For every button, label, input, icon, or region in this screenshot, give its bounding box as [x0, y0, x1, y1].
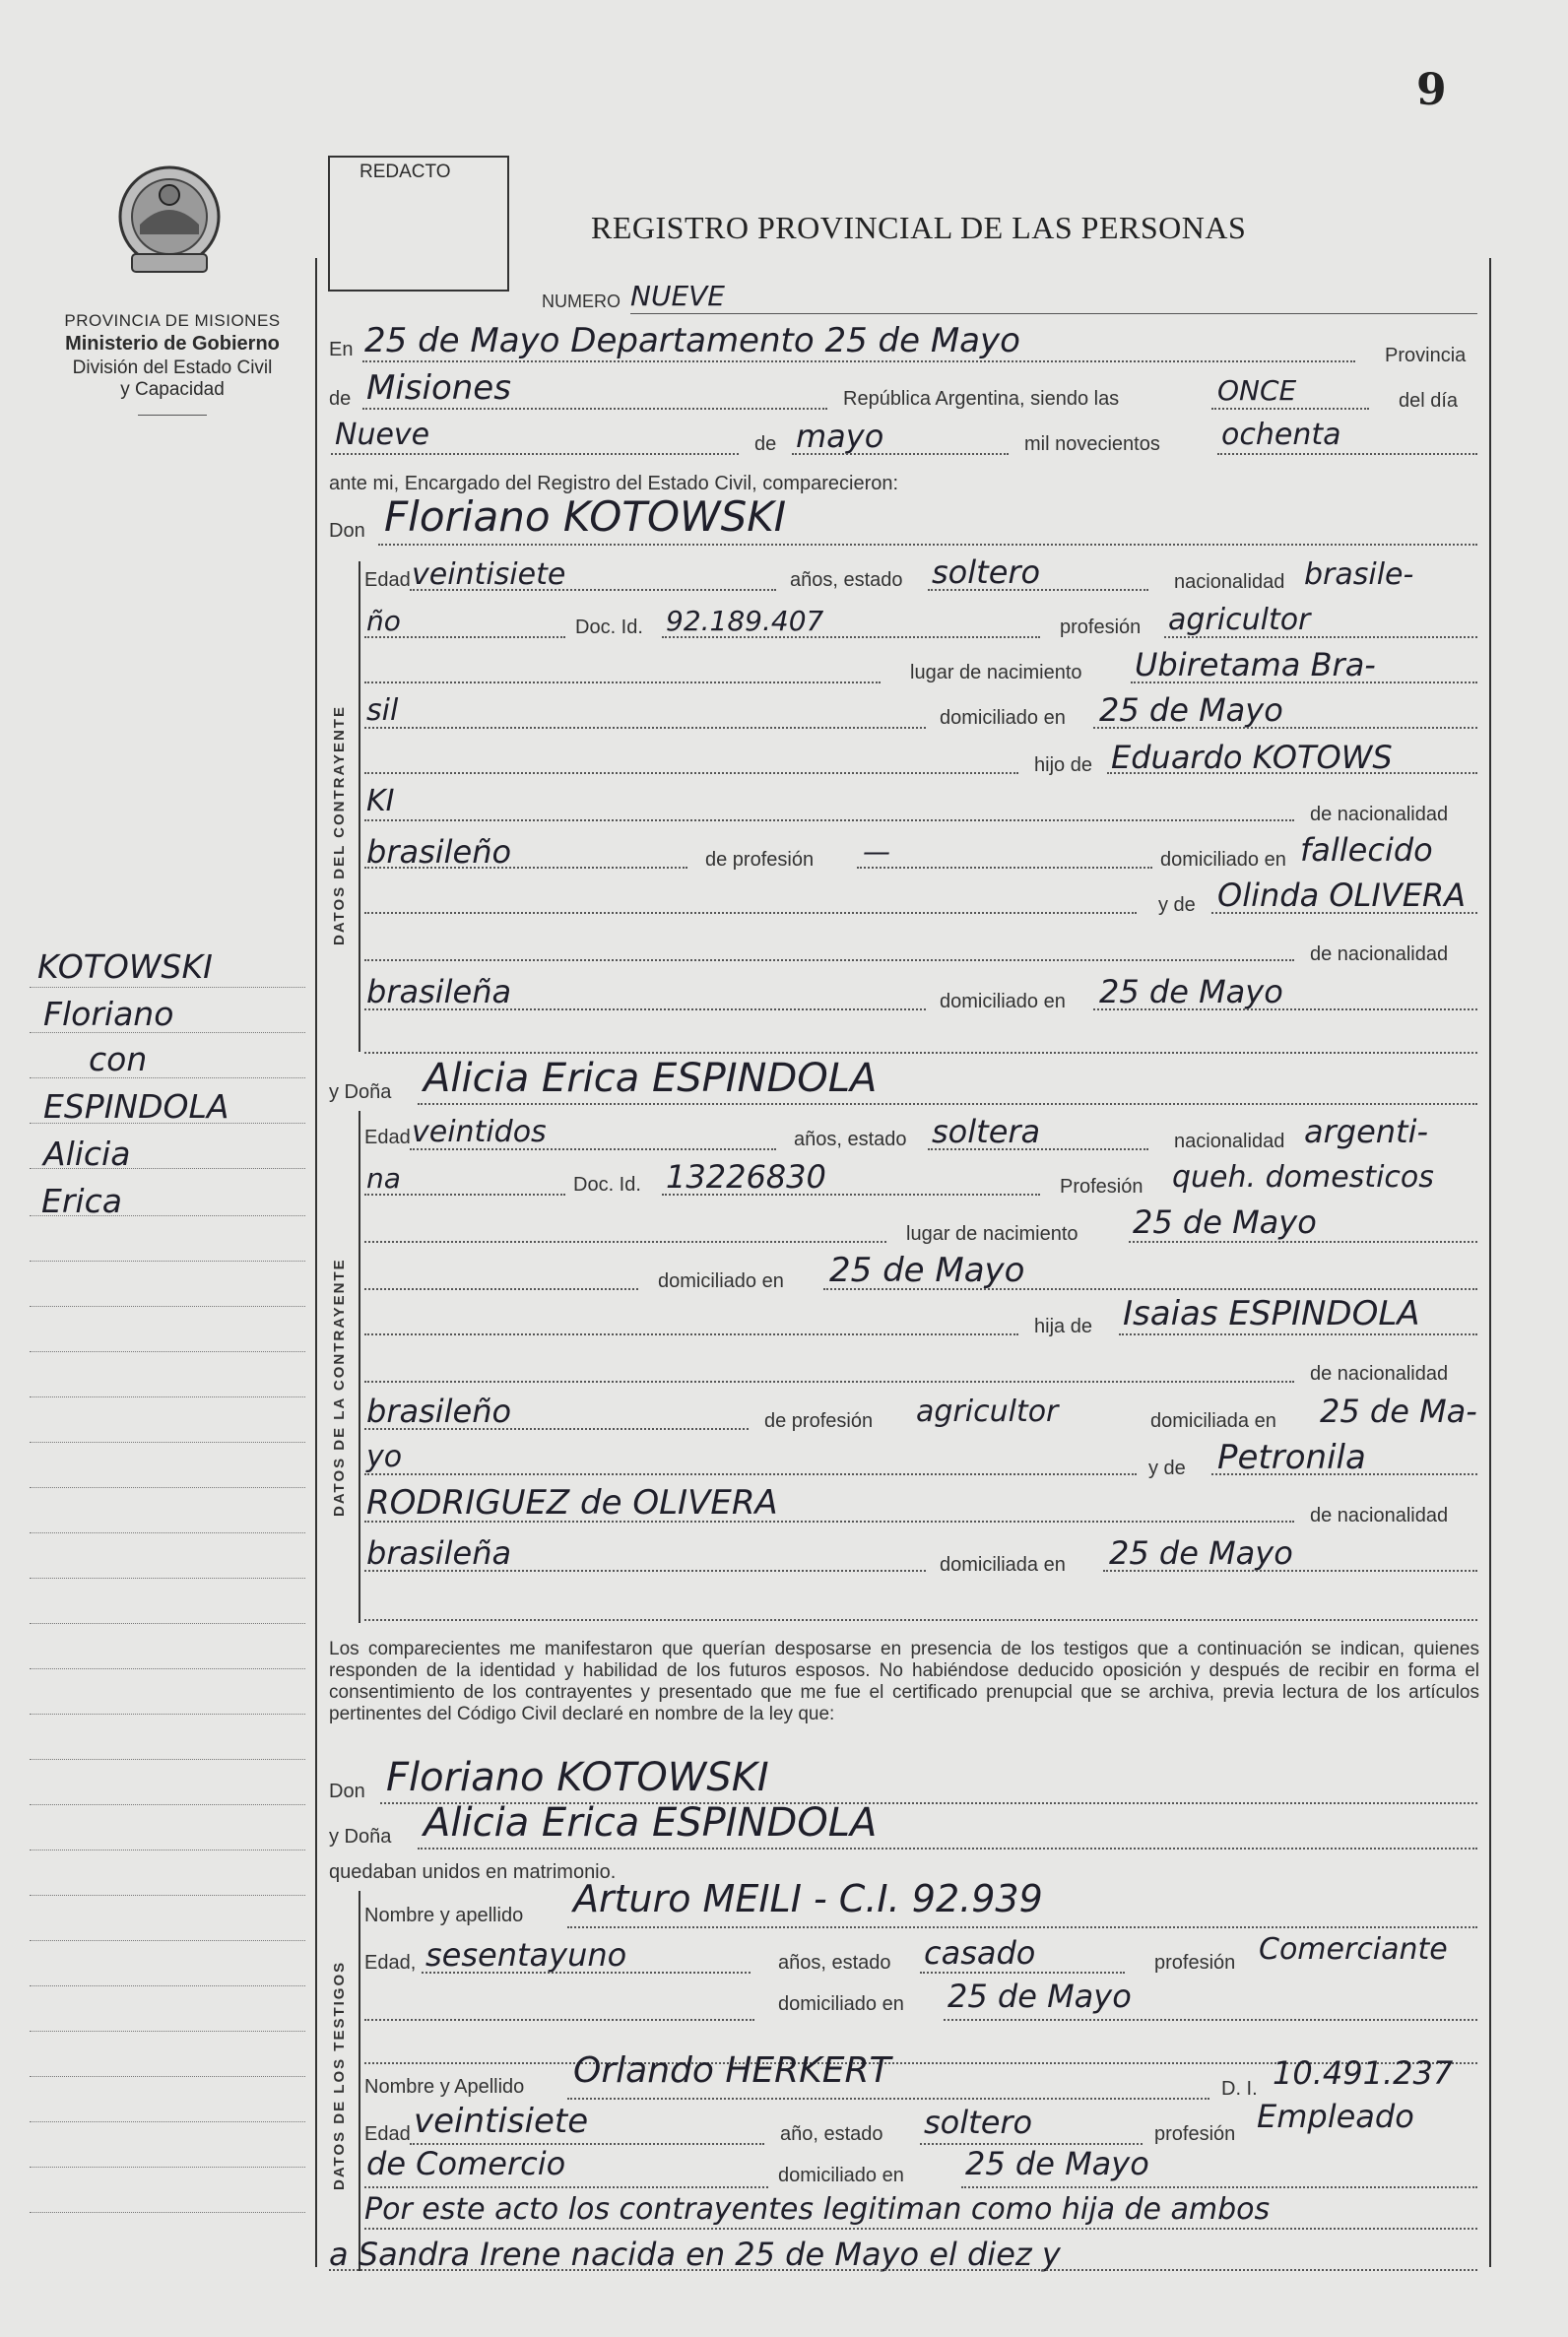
margin-rule	[30, 1668, 305, 1669]
witness-section-border	[359, 1891, 360, 2271]
bride-name-value: Alicia Erica ESPINDOLA	[424, 1056, 878, 1101]
groom-nat-cont: ño	[366, 605, 401, 637]
margin-rule	[30, 1623, 305, 1624]
domiciliada-label-2: domiciliada en	[940, 1554, 1066, 1576]
republica-label: República Argentina, siendo las	[843, 388, 1120, 410]
margin-rule	[30, 1442, 305, 1443]
bride-mother-dom-value: 25 de Mayo	[1109, 1534, 1293, 1572]
y-de-label: y de	[1158, 894, 1196, 916]
domiciliado-label-4: domiciliado en	[658, 1270, 784, 1292]
groom-mother-dom-value: 25 de Mayo	[1099, 973, 1283, 1010]
margin-rule	[30, 1123, 305, 1124]
en-rule	[362, 360, 1355, 362]
numero-value: NUEVE	[630, 280, 725, 312]
margin-rule	[30, 1215, 305, 1216]
de-label: de	[329, 388, 352, 410]
dia-value: Nueve	[335, 418, 430, 452]
numero-rule	[630, 313, 1477, 314]
bride-end-rule	[364, 1619, 1477, 1621]
bride-prof-value: queh. domesticos	[1172, 1160, 1434, 1195]
groom-birth-cont: sil	[366, 693, 399, 728]
bride-birth-value: 25 de Mayo	[1133, 1203, 1317, 1241]
provincia-label: Provincia	[1385, 345, 1467, 366]
quedaban-text: quedaban unidos en matrimonio.	[329, 1861, 617, 1883]
w1-estado-label: años, estado	[778, 1952, 891, 1974]
w1-age-value: sesentayuno	[425, 1936, 627, 1974]
groom-prof-value: agricultor	[1168, 603, 1311, 637]
bride-blank-rule	[364, 1241, 886, 1243]
dia-rule	[331, 453, 739, 455]
bride-father-prof-value: agricultor	[916, 1395, 1059, 1429]
groom-father-nat-value: brasileño	[366, 833, 512, 871]
margin-rule	[30, 1985, 305, 1986]
groom-father-cont-rule	[364, 819, 1294, 821]
w2-prof-label: profesión	[1154, 2123, 1236, 2145]
de-profesion-label: de profesión	[705, 849, 815, 871]
provincial-seal	[110, 156, 229, 284]
bride-doc-rule	[662, 1194, 1040, 1196]
groom-mother-nat-rule	[364, 1008, 926, 1010]
w2-estado-label: año, estado	[780, 2123, 883, 2145]
margin-rule	[30, 1895, 305, 1896]
margin-note-5: Alicia	[43, 1135, 131, 1173]
groom-dom-rule	[1093, 727, 1477, 729]
edad-label-2: Edad	[364, 1127, 411, 1148]
bride-birth-rule	[1129, 1241, 1477, 1243]
w1-name-rule	[567, 1926, 1477, 1928]
w1-status-value: casado	[924, 1934, 1036, 1972]
declaration-paragraph: Los comparecientes me manifestaron que querían desposarse en presencia de los testigos que a continuación se indican, quienes responden de la identidad y habilidad de los futuros esposos. No habiéndose deducido oposición y después de recibir en forma el consentimiento de los contrayentes y presentado que me fue el certificado prenupcial que se archiva, previa lectura de los artículos pertinentes del Código Civil declaré en nombre de la ley que:	[329, 1639, 1479, 1724]
groom-doc-rule	[662, 636, 1040, 638]
w2-prof-cont-rule	[364, 2186, 768, 2188]
redacto-label: REDACTO	[359, 162, 451, 182]
witness-section-label: DATOS DE LOS TESTIGOS	[331, 1960, 348, 2190]
groom-name-rule	[378, 544, 1477, 546]
bride-father-dom-cont: yo	[366, 1440, 403, 1474]
margin-note-4: ESPINDOLA	[43, 1087, 229, 1126]
w1-dom-rule	[944, 2019, 1477, 2021]
w1-prof-value: Comerciante	[1259, 1932, 1448, 1967]
groom-father-prof-rule	[857, 867, 1152, 869]
margin-rule	[30, 1351, 305, 1352]
groom-nat-rule	[364, 636, 565, 638]
y-de-label-2: y de	[1148, 1458, 1186, 1479]
nacionalidad-label-2: nacionalidad	[1174, 1131, 1285, 1152]
united-dona-value: Alicia Erica ESPINDOLA	[424, 1800, 878, 1846]
margin-rule	[30, 2212, 305, 2213]
anio-rule	[1217, 453, 1477, 455]
mes-value: mayo	[796, 418, 884, 455]
bride-mother-value: Petronila	[1217, 1438, 1366, 1477]
doc-id-label: Doc. Id.	[575, 617, 643, 638]
bride-status-value: soltera	[932, 1113, 1041, 1150]
legitimation-note-line-1: Por este acto los contrayentes legitiman como hija de ambos	[364, 2192, 1271, 2227]
bride-doc-value: 13226830	[666, 1158, 826, 1196]
groom-age-value: veintisiete	[412, 557, 566, 592]
de-mes-label: de	[754, 433, 777, 455]
groom-section-label: DATOS DEL CONTRAYENTE	[331, 705, 348, 945]
margin-rule	[30, 1578, 305, 1579]
groom-mother-value: Olinda OLIVERA	[1217, 876, 1467, 914]
groom-dom-value: 25 de Mayo	[1099, 691, 1283, 729]
margin-rule	[30, 1168, 305, 1169]
margin-rule	[30, 2167, 305, 2168]
groom-birth-value: Ubiretama Bra-	[1135, 646, 1376, 683]
bride-section-border	[359, 1111, 360, 1623]
edad-label: Edad	[364, 569, 411, 591]
margin-rule	[30, 2031, 305, 2032]
hora-rule	[1211, 408, 1369, 410]
don-label-2: Don	[329, 1781, 365, 1802]
groom-mother-nat-pre-rule	[364, 959, 1294, 961]
w2-name-value: Orlando HERKERT	[573, 2050, 891, 2091]
bride-age-rule	[410, 1148, 776, 1150]
w1-name-label: Nombre y apellido	[364, 1905, 524, 1926]
groom-father-nat-rule	[364, 867, 687, 869]
w1-dom-label: domiciliado en	[778, 1993, 904, 2015]
org-capacidad: y Capacidad	[120, 379, 225, 400]
hija-de-label: hija de	[1034, 1316, 1092, 1337]
nacionalidad-label: nacionalidad	[1174, 571, 1285, 593]
margin-rule	[30, 1487, 305, 1488]
dona-label: y Doña	[329, 1081, 392, 1103]
note-rule-1	[364, 2228, 1477, 2230]
groom-status-value: soltero	[932, 553, 1041, 591]
w2-prof-value: Empleado	[1257, 2098, 1414, 2135]
legitimation-note-line-2: a Sandra Irene nacida en 25 de Mayo el diez y	[329, 2236, 1061, 2273]
de-nacionalidad-label-4: de nacionalidad	[1310, 1505, 1449, 1526]
del-dia-label: del día	[1399, 390, 1459, 412]
de-rule	[362, 408, 827, 410]
org-block	[30, 311, 315, 416]
domiciliado-label: domiciliado en	[940, 707, 1066, 729]
bride-mother-dom-rule	[1103, 1570, 1477, 1572]
margin-rule	[30, 987, 305, 988]
lugar-nac-label-2: lugar de nacimiento	[906, 1223, 1078, 1245]
en-value: 25 de Mayo Departamento 25 de Mayo	[364, 321, 1020, 360]
w2-edad-label: Edad	[364, 2123, 411, 2145]
margin-rule	[30, 1261, 305, 1262]
united-dona-rule	[418, 1848, 1477, 1850]
numero-label: NUMERO	[542, 292, 621, 311]
org-province: PROVINCIA DE MISIONES	[64, 311, 281, 330]
w1-prof-label: profesión	[1154, 1952, 1236, 1974]
groom-nat-value: brasile-	[1304, 557, 1414, 592]
groom-father-rule	[1107, 772, 1477, 774]
groom-prof-rule	[1164, 636, 1477, 638]
groom-age-rule	[410, 589, 776, 591]
w2-status-value: soltero	[924, 2104, 1033, 2141]
w2-name-rule	[567, 2098, 1209, 2100]
de-nacionalidad-label-3: de nacionalidad	[1310, 1363, 1449, 1385]
en-label: En	[329, 339, 354, 360]
bride-father-value: Isaias ESPINDOLA	[1123, 1294, 1420, 1333]
margin-rule	[30, 1396, 305, 1397]
margin-rule	[30, 2121, 305, 2122]
margin-border	[315, 258, 317, 2267]
hora-value: ONCE	[1217, 374, 1297, 407]
org-ministry: Ministerio de Gobierno	[65, 333, 280, 355]
united-don-value: Floriano KOTOWSKI	[386, 1755, 769, 1800]
margin-rule	[30, 2076, 305, 2077]
anos-estado-label: años, estado	[790, 569, 903, 591]
de-province-value: Misiones	[366, 368, 511, 408]
w1-status-rule	[920, 1972, 1125, 1974]
bride-father-nat-value: brasileño	[366, 1393, 512, 1430]
groom-mother-dom-rule	[1093, 1008, 1477, 1010]
bride-mother-cont: RODRIGUEZ de OLIVERA	[366, 1483, 778, 1523]
w1-age-rule	[422, 1972, 751, 1974]
bride-nat-value: argenti-	[1304, 1113, 1429, 1150]
margin-rule	[30, 1077, 305, 1078]
w2-prof-cont: de Comercio	[366, 2145, 566, 2182]
page-number: 9	[1416, 65, 1447, 115]
bride-mother-nat-value: brasileña	[366, 1534, 512, 1572]
bride-section-label: DATOS DE LA CONTRAYENTE	[331, 1258, 348, 1517]
bride-father-nat-rule	[364, 1428, 749, 1430]
bride-mother-rule	[1211, 1473, 1477, 1475]
groom-father-dom-value: fallecido	[1300, 831, 1433, 869]
doc-id-label-2: Doc. Id.	[573, 1174, 641, 1196]
redacto-box	[328, 156, 509, 292]
groom-mother-pre-rule	[364, 912, 1137, 914]
margin-rule	[30, 1306, 305, 1307]
bride-mother-nat-rule	[364, 1570, 926, 1572]
w2-name-label: Nombre y Apellido	[364, 2076, 525, 2098]
de-nacionalidad-label: de nacionalidad	[1310, 804, 1449, 825]
mes-rule	[792, 453, 1009, 455]
groom-mother-nat-value: brasileña	[366, 973, 512, 1010]
w1-name-value: Arturo MEILI - C.I. 92.939	[573, 1877, 1043, 1920]
margin-note-1: KOTOWSKI	[37, 947, 213, 986]
margin-rule	[30, 1532, 305, 1533]
w2-age-value: veintisiete	[414, 2102, 589, 2141]
note-rule-2	[329, 2269, 1477, 2271]
document-title: REGISTRO PROVINCIAL DE LAS PERSONAS	[591, 210, 1247, 245]
ante-mi-text: ante mi, Encargado del Registro del Estado Civil, comparecieron:	[329, 473, 899, 494]
right-border	[1489, 258, 1491, 2267]
mil-label: mil novecientos	[1024, 433, 1160, 455]
w2-dom-label: domiciliado en	[778, 2165, 904, 2186]
de-nacionalidad-label-2: de nacionalidad	[1310, 943, 1449, 965]
hijo-de-label: hijo de	[1034, 754, 1092, 776]
bride-dom-pre-rule	[364, 1288, 638, 1290]
bride-mother-pre-rule	[364, 1473, 1137, 1475]
groom-birth-rule	[1131, 682, 1477, 683]
bride-age-value: veintidos	[412, 1115, 547, 1149]
bride-father-pre-rule	[364, 1333, 1018, 1335]
bride-status-rule	[928, 1148, 1148, 1150]
bride-dom-value: 25 de Mayo	[829, 1251, 1025, 1290]
de-profesion-label-2: de profesión	[764, 1410, 874, 1432]
bride-father-dom-value: 25 de Ma-	[1320, 1393, 1477, 1430]
margin-rule	[30, 1714, 305, 1715]
groom-status-rule	[928, 589, 1148, 591]
margin-rule	[30, 1940, 305, 1941]
w2-dom-rule	[961, 2186, 1477, 2188]
domiciliado-label-3: domiciliado en	[940, 991, 1066, 1012]
lugar-nac-label: lugar de nacimiento	[910, 662, 1082, 683]
groom-end-rule	[364, 1052, 1477, 1054]
w2-di-label: D. I.	[1221, 2078, 1258, 2100]
bride-father-rule	[1119, 1333, 1477, 1335]
don-label: Don	[329, 520, 365, 542]
domiciliado-label-2: domiciliado en	[1160, 849, 1286, 871]
margin-rule	[30, 1804, 305, 1805]
profesion-label: profesión	[1060, 617, 1142, 638]
w2-dom-value: 25 de Mayo	[965, 2145, 1149, 2182]
bride-nat-rule	[364, 1194, 565, 1196]
margin-rule	[30, 1032, 305, 1033]
seal-banner-text	[0, 0, 12, 1]
w1-dom-value: 25 de Mayo	[947, 1978, 1132, 2015]
margin-rule	[30, 1759, 305, 1760]
groom-blank-rule	[364, 682, 881, 683]
bride-dom-rule	[823, 1288, 1477, 1290]
groom-blank-rule-2	[364, 772, 1018, 774]
domiciliada-label: domiciliada en	[1150, 1410, 1276, 1432]
groom-name-value: Floriano KOTOWSKI	[384, 492, 787, 541]
bride-father-nat-pre-rule	[364, 1381, 1294, 1383]
groom-doc-value: 92.189.407	[666, 605, 824, 637]
w1-edad-label: Edad,	[364, 1952, 417, 1974]
groom-section-border	[359, 561, 360, 1052]
margin-note-3: con	[89, 1040, 148, 1078]
groom-father-value: Eduardo KOTOWS	[1111, 739, 1393, 776]
w1-dom-pre-rule	[364, 2019, 754, 2021]
groom-father-prof-value: —	[863, 835, 890, 868]
dona-label-2: y Doña	[329, 1826, 392, 1848]
anio-value: ochenta	[1221, 418, 1341, 452]
profesion-cap-label: Profesión	[1060, 1176, 1143, 1198]
margin-note-6: Erica	[41, 1182, 122, 1220]
org-division: División del Estado Civil	[72, 357, 273, 378]
groom-birth-cont-rule	[364, 727, 926, 729]
groom-mother-rule	[1211, 912, 1477, 914]
bride-mother-cont-rule	[364, 1521, 1294, 1523]
bride-nat-cont: na	[366, 1162, 401, 1195]
bride-name-rule	[418, 1103, 1477, 1105]
groom-father-cont: KI	[366, 784, 395, 818]
anos-estado-label-2: años, estado	[794, 1129, 907, 1150]
margin-note-2: Floriano	[43, 995, 174, 1033]
w2-di-value: 10.491.237	[1273, 2054, 1454, 2092]
